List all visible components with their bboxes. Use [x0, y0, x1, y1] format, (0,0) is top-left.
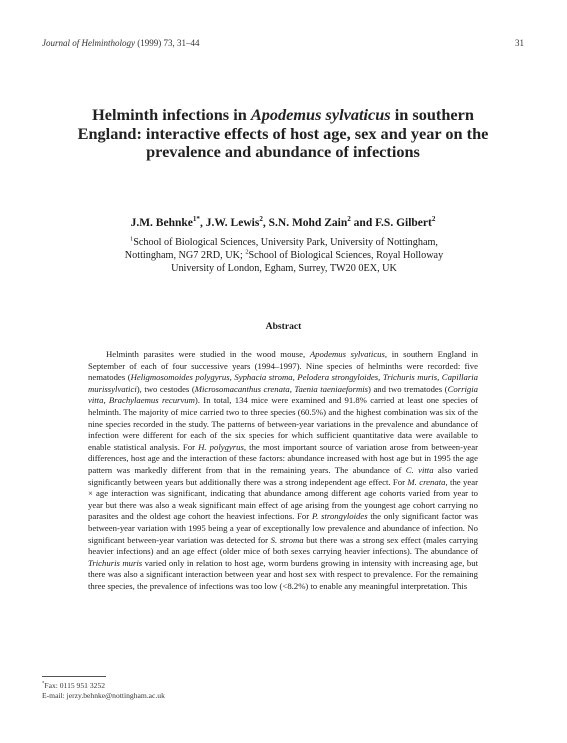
abstract-species: S. stroma [270, 534, 304, 545]
abstract-species: H. polygyrus [198, 441, 244, 452]
abstract-text: but there was a strong sex effect (males carrying heavier infections) and an age effect (older mice of both sexes carrying heavier infections). The abundance of [88, 534, 478, 557]
author-4: and F.S. Gilbert [350, 217, 432, 229]
abstract-heading: Abstract [265, 321, 302, 332]
abstract-paragraph [88, 349, 478, 592]
author-2: , J.W. Lewis [199, 217, 260, 229]
abstract-text: , the year × age interaction was significant, indicating that abundance among different age cohorts varied from year to year but there was also a weak significant main effect of age arising from the youngest age cohort carrying no parasites and the oldest age cohort the heaviest infections. For [88, 476, 479, 522]
affiliations [110, 236, 458, 276]
author-3: , S.N. Mohd Zain [262, 217, 348, 229]
abstract-body [88, 349, 478, 592]
abstract-species: P. strongyloides [311, 511, 368, 522]
fax-number: Fax: 0115 951 3252 [44, 681, 106, 690]
abstract-text: ), two cestodes ( [136, 383, 195, 394]
article-title [70, 106, 496, 162]
footnote-marker: * [42, 681, 45, 687]
title-part-2: in southern England: interactive effects of host age, sex and year on the prevalence and abundance of infections [77, 105, 489, 162]
abstract-text: ) and two trematodes ( [368, 383, 448, 394]
abstract-text: , in southern England in September of each of four successive years (1994–1997). Nine species of helminths were recorded: five nematodes ( [88, 349, 479, 383]
affiliation-1-marker: 1 [130, 235, 134, 243]
author-4-marker: 2 [431, 215, 436, 224]
author-1: J.M. Behnke [130, 217, 193, 229]
abstract-species: Corrigia vitta, Brachylaemus recurvum [88, 383, 478, 406]
corresponding-author-footnote [42, 681, 165, 701]
footnote-divider [42, 676, 106, 677]
author-2-marker: 2 [259, 215, 263, 224]
abstract-species: Apodemus sylvaticus [309, 349, 385, 359]
title-species: Apodemus sylvaticus [250, 105, 391, 124]
abstract-text: ). In total, 134 mice were examined and 91.8% carried at least one species of helminth. The majority of mice carried two to three species (60.5%) and the highest combination was six of the nine species recorded in the study. The patterns of between-year variations in the prevalence and abundance of infection were different for each of the six species for which sufficient quantitative data were available to enable statistical analysis. For [88, 395, 478, 452]
author-1-marker: 1* [192, 215, 200, 224]
abstract-species: Trichuris muris [88, 557, 143, 568]
affiliation-1: School of Biological Sciences, University Park, University of Nottingham, Nottingham, NG7 2RD, UK; [124, 237, 438, 262]
citation: (1999) 73, 31–44 [135, 38, 200, 48]
email-address: E-mail: jerzy.behnke@nottingham.ac.uk [42, 691, 165, 700]
abstract-text: also varied significantly between years but additionally there was a strong independent age effect. For [88, 464, 478, 487]
abstract-text: the only significant factor was between-year variation with 1995 being a year of exceptionally low prevalence and abundance of infection. No significant between-year variation was detected for [88, 511, 478, 545]
running-header [42, 38, 524, 48]
journal-name: Journal of Helminthology [42, 38, 135, 48]
abstract-species: Microsomacanthus crenata, Taenia taeniaeformis [194, 383, 369, 394]
abstract-species: M. crenata [407, 476, 446, 487]
author-list [60, 217, 506, 229]
fax-line [42, 681, 165, 691]
author-3-marker: 2 [347, 215, 351, 224]
abstract-species: C. vitta [405, 464, 434, 475]
affiliation-2: School of Biological Sciences, Royal Holloway University of London, Egham, Surrey, TW20 0EX, UK [171, 250, 444, 275]
abstract-text: varied only in relation to host age, worm burdens growing in intensity with increasing age, but there was also a significant interaction between year and host sex with respect to prevalence. For the remaining three species, the prevalence of infections was too low (<8.2%) to enable any meaningful interpretation. This [88, 557, 478, 591]
abstract-text: Helminth parasites were studied in the wood mouse, [106, 349, 310, 359]
abstract-text: , the most important source of variation arose from between-year differences, host age and the interaction of these factors: abundance increased with host age but in 1995 the age pattern was markedly different from that in the remaining years. The abundance of [88, 441, 478, 475]
title-part-1: Helminth infections in [92, 105, 251, 124]
abstract-species: Heligmosomoides polygyrus, Syphacia stroma, Pelodera strongyloides, Trichuris muris, Capillaria murissylvatici [88, 372, 479, 394]
affiliation-2-marker: 2 [245, 248, 249, 256]
email-line [42, 691, 165, 701]
page-number: 31 [515, 38, 524, 48]
